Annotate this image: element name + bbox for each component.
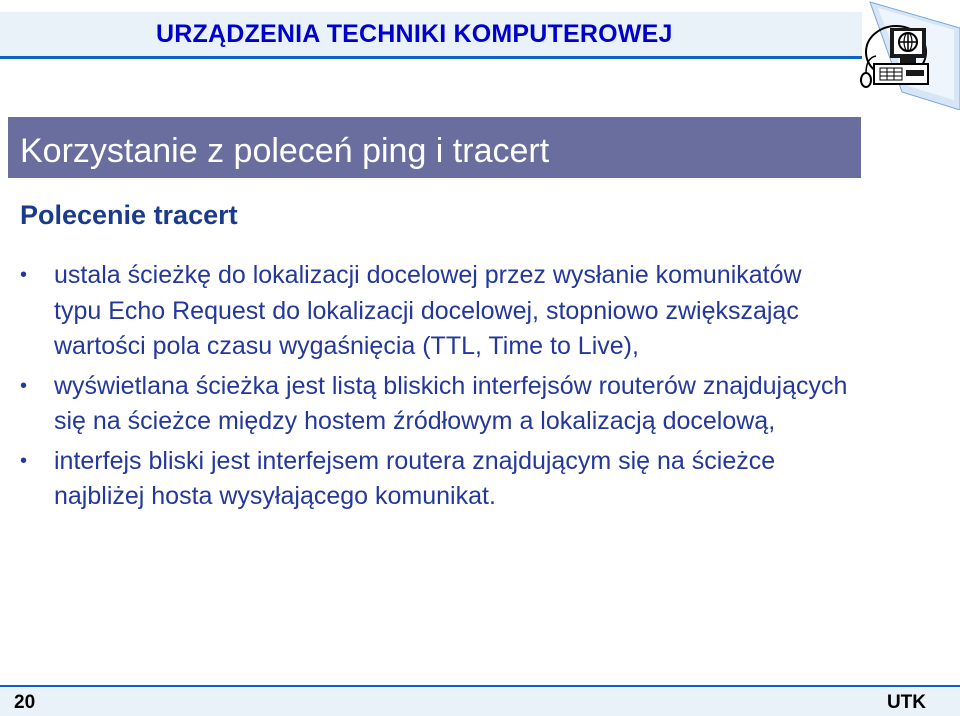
bullet-icon: •: [20, 449, 28, 472]
list-item: [20, 258, 850, 365]
header-title: URZĄDZENIA TECHNIKI KOMPUTEROWEJ: [156, 20, 673, 48]
bullet-icon: •: [20, 264, 28, 286]
bullet-icon: •: [20, 374, 28, 397]
list-item: [20, 369, 850, 440]
bullet-text: wyświetlana ścieżka jest listą bliskich interfejsów routerów znajdujących się na ścieżce między hostem źródłowym a lokalizacją docelową,: [54, 371, 848, 435]
bullet-text: interfejs bliski jest interfejsem routera znajdującym się na ścieżce najbliżej hosta wysyłającego komunikat.: [54, 446, 776, 510]
bullet-text: ustala ścieżkę do lokalizacji docelowej przez wysłanie komunikatów typu Echo Request do lokalizacji docelowej, stopniowo zwiększając wartości pola czasu wygaśnięcia (TTL, Time to Live),: [54, 261, 802, 360]
footer-bar: [0, 687, 960, 716]
bullet-list: [20, 258, 850, 519]
footer-org-label: UTK: [886, 692, 926, 713]
section-subheading: Polecenie tracert: [20, 200, 238, 230]
page-number: 20: [14, 692, 36, 713]
list-item: [20, 444, 850, 515]
computer-network-icon: [832, 0, 960, 110]
slide-title: Korzystanie z poleceń ping i tracert: [20, 132, 550, 170]
